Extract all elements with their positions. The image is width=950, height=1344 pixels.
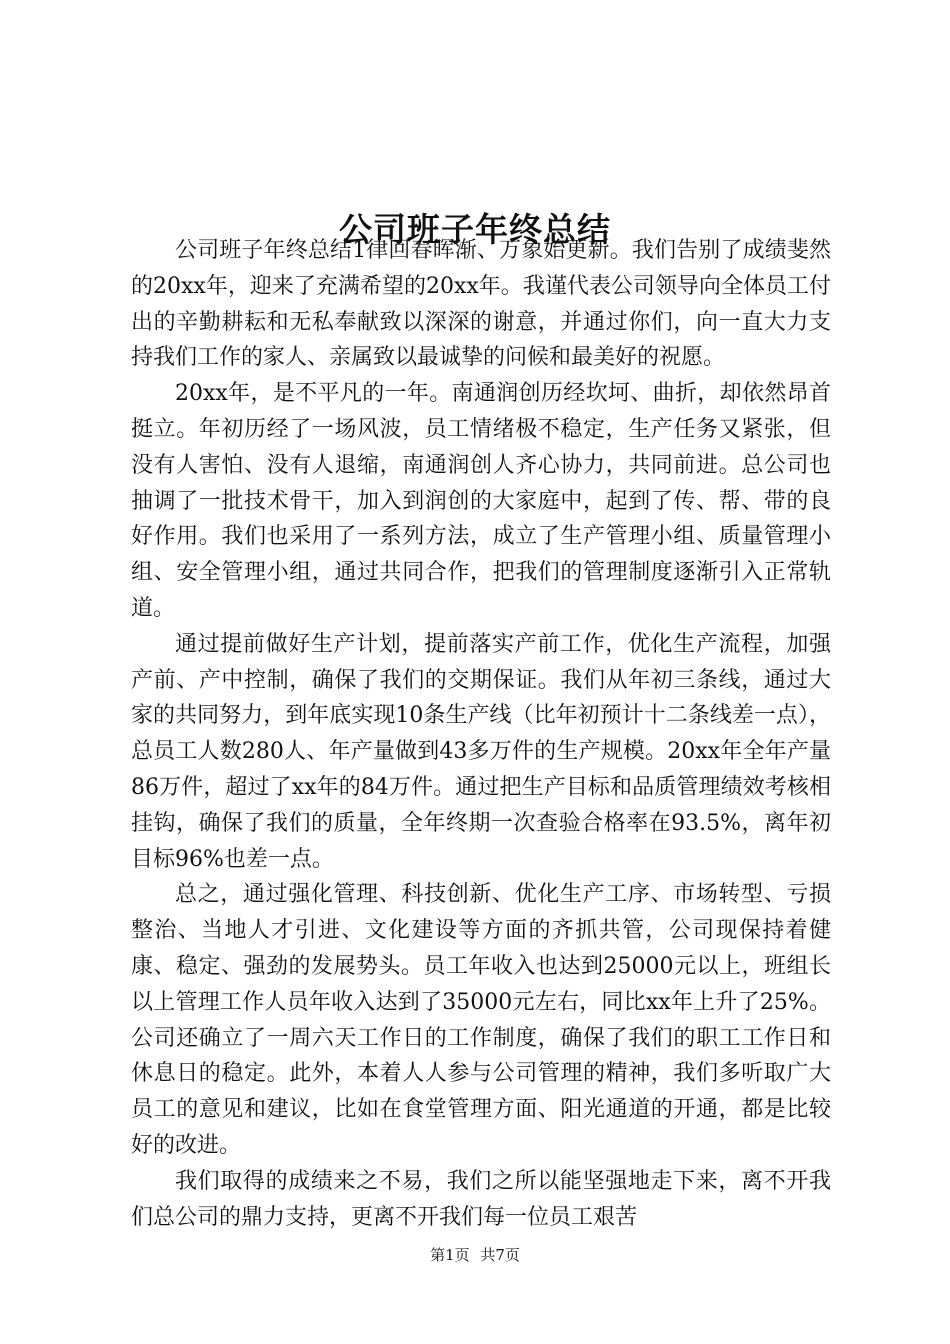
document-body	[131, 233, 831, 1235]
page-total: 共7页	[480, 1246, 520, 1264]
document-title: 公司班子年终总结	[339, 210, 611, 250]
paragraph: 通过提前做好生产计划，提前落实产前工作，优化生产流程，加强产前、产中控制，确保了我们的交期保证。我们从年初三条线，通过大家的共同努力，到年底实现10条生产线（比年初预计十二条线差一点），总员工人数280人、年产量做到43多万件的生产规模。20xx年全年产量86万件，超过了xx年的84万件。通过把生产目标和品质管理绩效考核相挂钩，确保了我们的质量，全年终期一次查验合格率在93.5%，离年初目标96%也差一点。	[131, 631, 831, 872]
paragraph: 总之，通过强化管理、科技创新、优化生产工序、市场转型、亏损整治、当地人才引进、文化建设等方面的齐抓共管，公司现保持着健康、稳定、强劲的发展势头。员工年收入也达到25000元以上，班组长以上管理工作人员年收入达到了35000元左右，同比xx年上升了25%。公司还确立了一周六天工作日的工作制度，确保了我们的职工工作日和休息日的稳定。此外，本着人人参与公司管理的精神，我们多听取广大员工的意见和建议，比如在食堂管理方面、阳光通道的开通，都是比较好的改进。	[131, 882, 831, 1158]
paragraph: 公司班子年终总结1律回春晖渐、万象始更新。我们告别了成绩斐然的20xx年，迎来了充满希望的20xx年。我谨代表公司领导向全体员工付出的辛勤耕耘和无私奉献致以深深的谢意，并通过你们，向一直大力支持我们工作的家人、亲属致以最诚挚的问候和最美好的祝愿。	[131, 238, 831, 371]
paragraph: 我们取得的成绩来之不易，我们之所以能坚强地走下来，离不开我们总公司的鼎力支持，更离不开我们每一位员工艰苦	[131, 1168, 831, 1230]
paragraph: 20xx年，是不平凡的一年。南通润创历经坎坷、曲折，却依然昂首挺立。年初历经了一场风波，员工情绪极不稳定，生产任务又紧张，但没有人害怕、没有人退缩，南通润创人齐心协力，共同前进。总公司也抽调了一批技术骨干，加入到润创的大家庭中，起到了传、帮、带的良好作用。我们也采用了一系列方法，成立了生产管理小组、质量管理小组、安全管理小组，通过共同合作，把我们的管理制度逐渐引入正常轨道。	[131, 381, 831, 621]
page-number: 第1页	[430, 1246, 470, 1264]
page-footer	[0, 1245, 950, 1265]
